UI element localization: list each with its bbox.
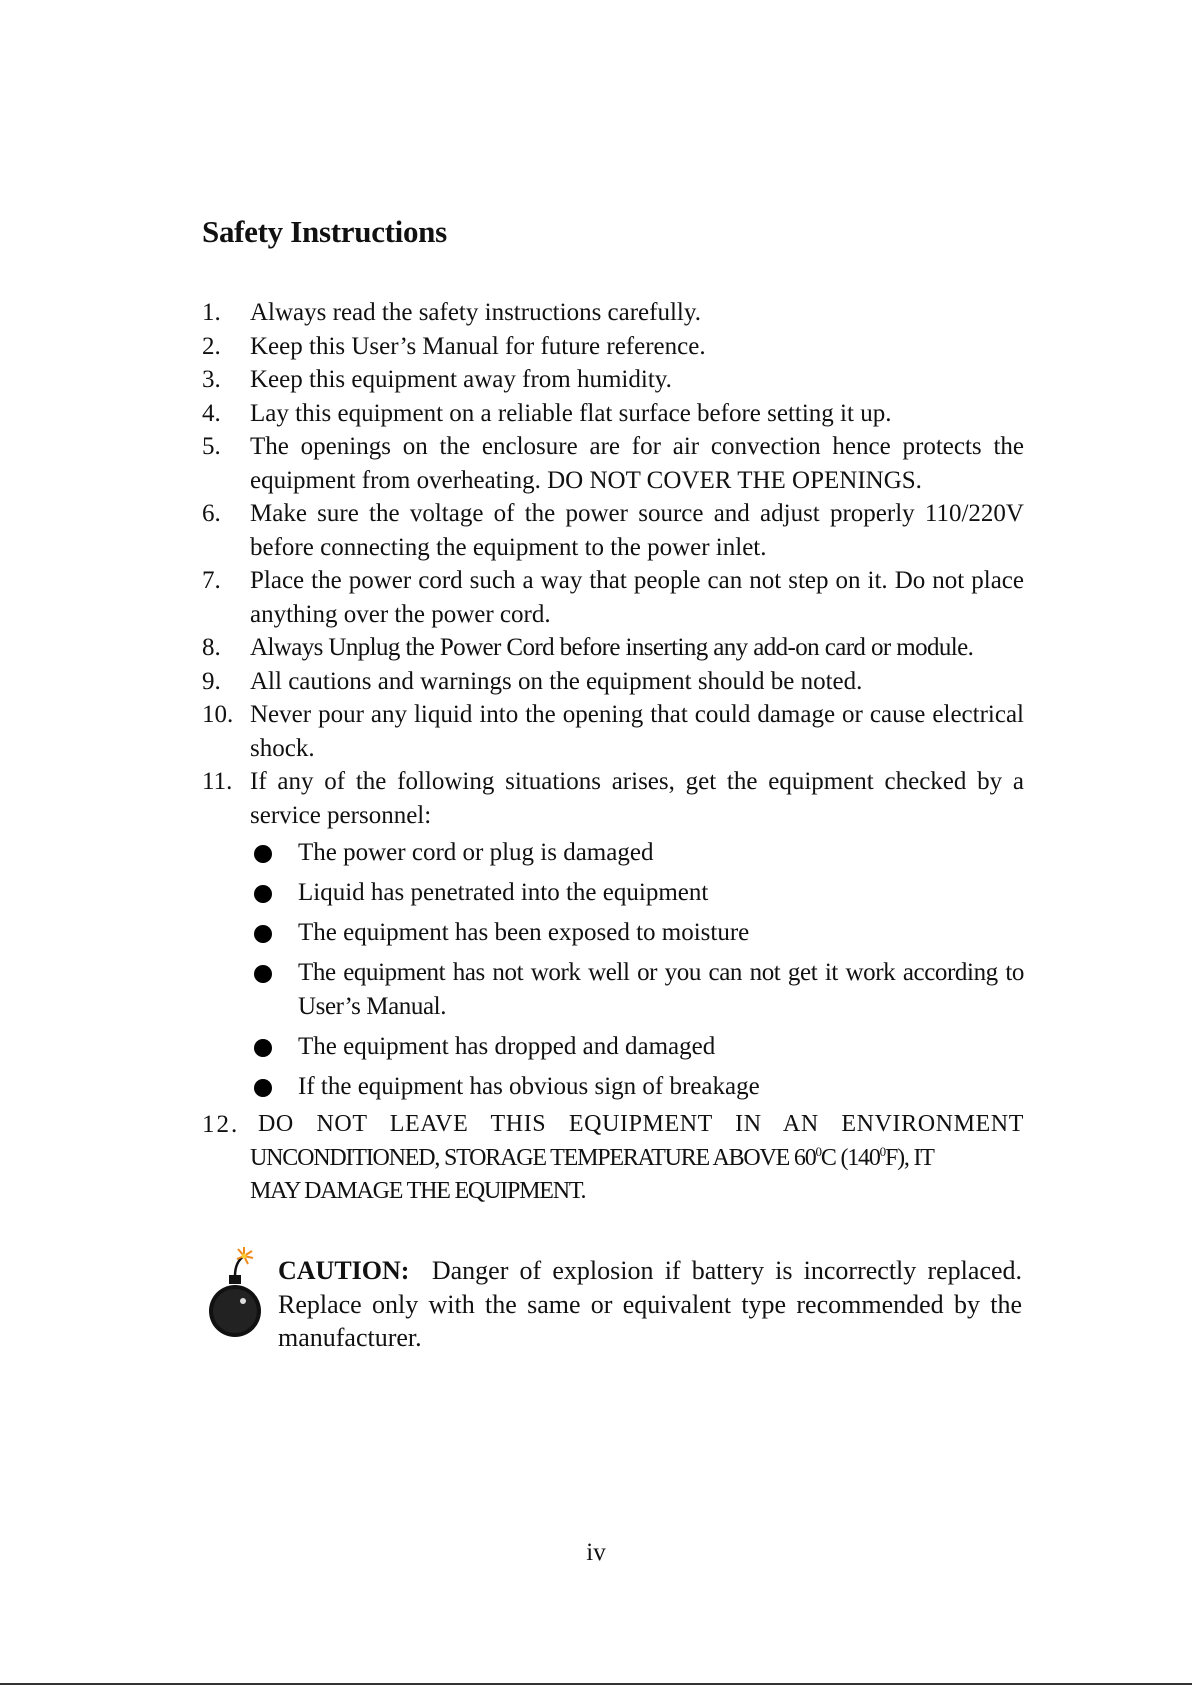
bullet-item xyxy=(202,876,1024,910)
item-text: Always read the safety instructions carefully. xyxy=(250,299,702,326)
item12-line2c-text: F), IT xyxy=(884,1144,934,1171)
item-number: 3. xyxy=(202,366,221,393)
item-number: 11. xyxy=(202,768,233,795)
degree-superscript: 0 xyxy=(815,1143,821,1159)
item-number: 4. xyxy=(202,399,221,427)
item-number: 6. xyxy=(202,500,221,527)
item-text: All cautions and warnings on the equipment should be noted. xyxy=(250,667,863,695)
list-item xyxy=(202,296,1024,330)
bullet-dot-icon xyxy=(254,925,272,943)
item-number: 12. xyxy=(202,1111,240,1138)
list-item xyxy=(202,631,1024,665)
item-text: Keep this equipment away from humidity. xyxy=(250,366,672,393)
list-item xyxy=(202,363,1024,397)
bullet-dot-icon xyxy=(254,1039,272,1057)
item-text: Never pour any liquid into the opening that could damage or cause electrical shock. xyxy=(250,701,1024,762)
item-text: Lay this equipment on a reliable flat surface before setting it up. xyxy=(250,399,892,427)
item-number: 10. xyxy=(202,701,234,728)
bullet-text: The equipment has dropped and damaged xyxy=(298,1033,716,1060)
degree-superscript: 0 xyxy=(879,1143,885,1159)
bullet-text: The equipment has not work well or you can not get it work according to User’s Manual. xyxy=(298,959,1024,1020)
bullet-item xyxy=(202,836,1024,870)
bomb-icon xyxy=(206,1246,266,1346)
item-text: Make sure the voltage of the power source and adjust properly 110/220V before connecting the equipment to the power inlet. xyxy=(250,500,1024,561)
list-item xyxy=(202,698,1024,765)
item-text: Always Unplug the Power Cord before inserting any add-on card or module. xyxy=(250,634,974,661)
bullet-text: The power cord or plug is damaged xyxy=(298,839,654,866)
caution-notice xyxy=(278,1254,1022,1355)
item-text: Keep this User’s Manual for future reference. xyxy=(250,332,706,360)
item-number: 5. xyxy=(202,433,221,460)
item12-line3 xyxy=(250,1175,1024,1209)
list-item-12 xyxy=(202,1108,1024,1209)
bullet-item xyxy=(202,1030,1024,1064)
item-text: If any of the following situations arises, get the equipment checked by a service personnel: xyxy=(250,768,1024,829)
bullet-item xyxy=(202,1070,1024,1104)
bullet-dot-icon xyxy=(254,845,272,863)
bullet-item xyxy=(202,956,1024,1024)
bullet-text: If the equipment has obvious sign of breakage xyxy=(298,1073,760,1100)
bullet-dot-icon xyxy=(254,1079,272,1097)
item-number: 7. xyxy=(202,567,221,594)
item12-line2a-text: UNCONDITIONED, STORAGE TEMPERATURE ABOVE 60 xyxy=(250,1144,816,1171)
list-item xyxy=(202,497,1024,564)
page-title: Safety Instructions xyxy=(202,214,447,249)
page-number: iv xyxy=(586,1539,606,1566)
list-item xyxy=(202,765,1024,832)
list-item xyxy=(202,564,1024,631)
item-number: 8. xyxy=(202,634,221,661)
bullet-item xyxy=(202,916,1024,950)
item-text: Place the power cord such a way that people can not step on it. Do not place anything over the power cord. xyxy=(250,567,1024,628)
situation-bullets xyxy=(202,836,1024,1104)
item12-line3-text: MAY DAMAGE THE EQUIPMENT. xyxy=(250,1178,586,1204)
item-number: 9. xyxy=(202,667,221,695)
caution-text: Danger of explosion if battery is incorrectly replaced. Replace only with the same or equivalent type recommended by the manufacturer. xyxy=(278,1256,1023,1352)
item-number: 2. xyxy=(202,332,221,360)
item12-line1-text: DO NOT LEAVE THIS EQUIPMENT IN AN ENVIRONMENT xyxy=(258,1111,1024,1137)
bullet-dot-icon xyxy=(254,885,272,903)
bullet-text: The equipment has been exposed to moisture xyxy=(298,919,750,946)
safety-list xyxy=(202,296,1024,1209)
bullet-text: Liquid has penetrated into the equipment xyxy=(298,879,709,906)
item12-line2b-text: C (140 xyxy=(820,1144,880,1171)
item12-line1 xyxy=(250,1108,1024,1142)
list-item xyxy=(202,397,1024,431)
item-text: The openings on the enclosure are for air convection hence protects the equipment from overheating. DO NOT COVER THE OPENINGS. xyxy=(250,433,1024,494)
caution-label: CAUTION: xyxy=(278,1256,410,1285)
list-item xyxy=(202,665,1024,699)
list-item xyxy=(202,430,1024,497)
bullet-dot-icon xyxy=(254,965,272,983)
item12-line2 xyxy=(250,1142,1024,1176)
list-item xyxy=(202,330,1024,364)
item-number: 1. xyxy=(202,299,221,326)
